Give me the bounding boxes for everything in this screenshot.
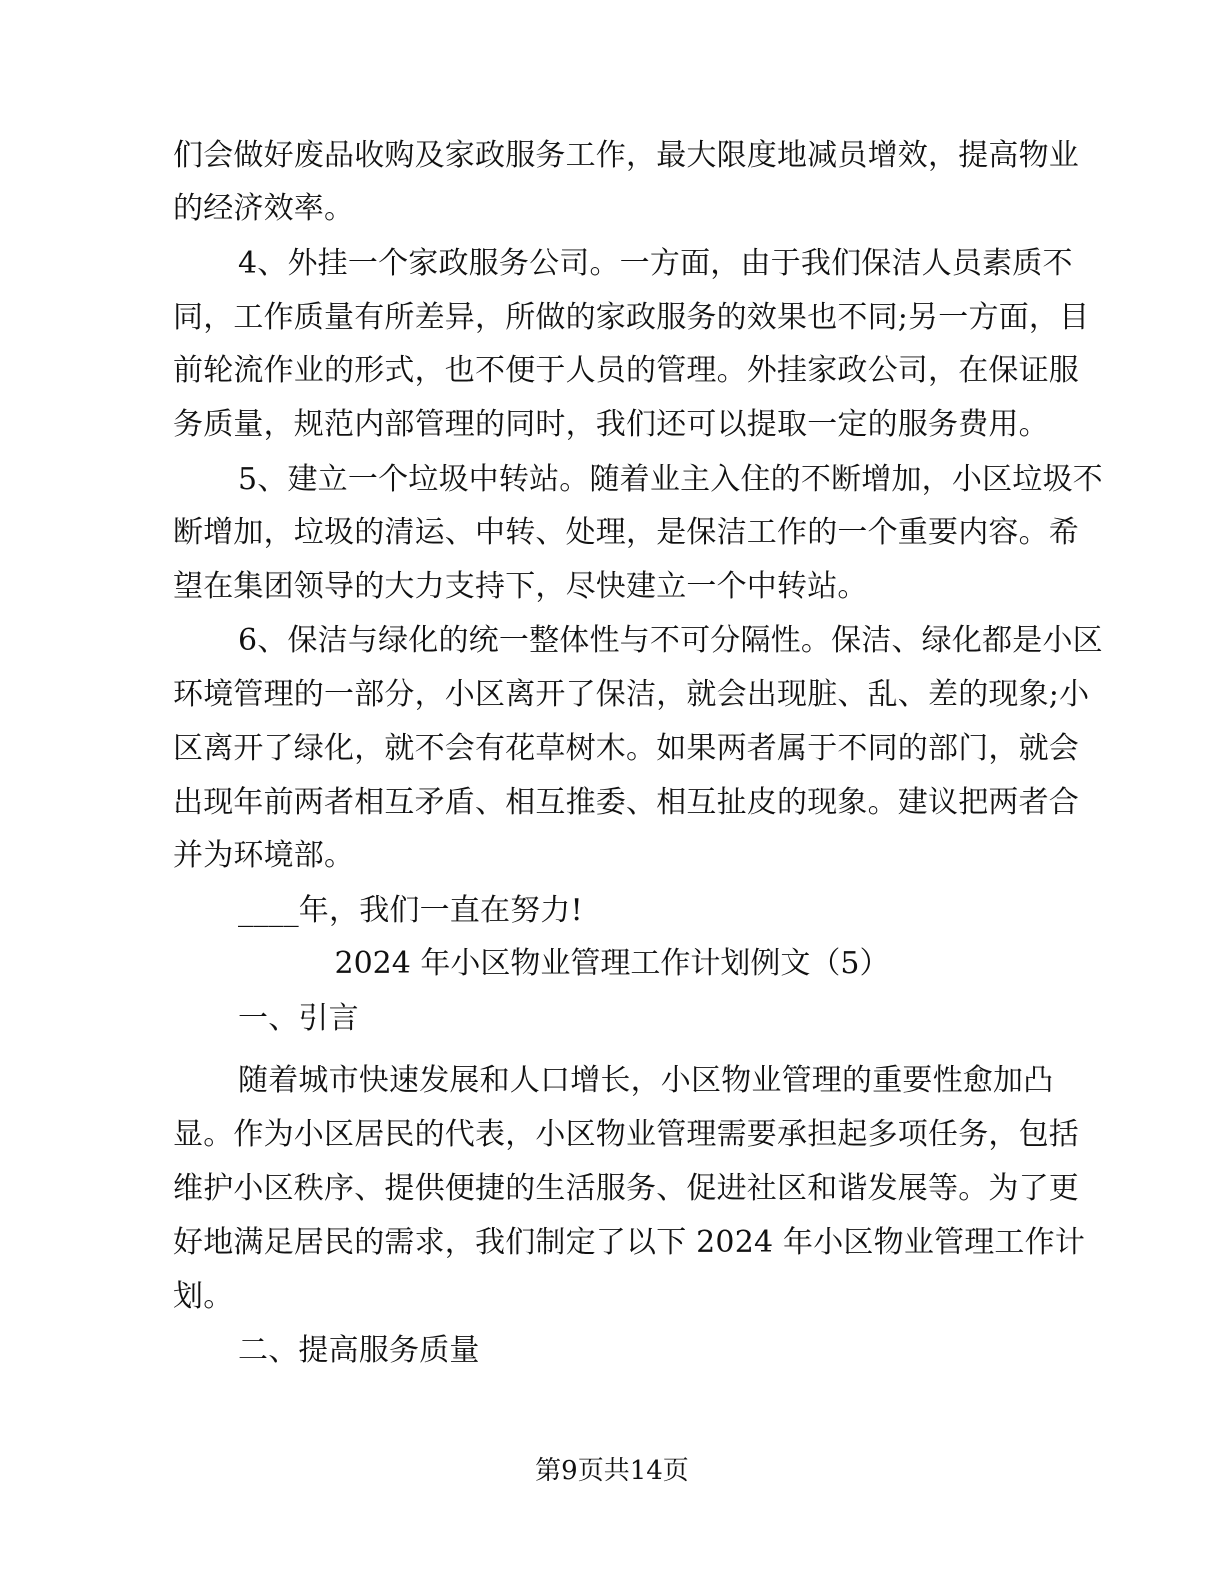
body-text-line: 并为环境部。 <box>173 838 355 873</box>
body-text-line: 同，工作质量有所差异，所做的家政服务的效果也不同;另一方面，目 <box>173 300 1090 335</box>
body-text-line: 维护小区秩序、提供便捷的生活服务、促进社区和谐发展等。为了更 <box>173 1171 1079 1206</box>
body-text-line: 的经济效率。 <box>173 191 355 226</box>
body-text-line: 区离开了绿化，就不会有花草树木。如果两者属于不同的部门，就会 <box>173 731 1079 766</box>
body-text-line: 随着城市快速发展和人口增长，小区物业管理的重要性愈加凸 <box>238 1063 1054 1098</box>
body-text-line: 望在集团领导的大力支持下，尽快建立一个中转站。 <box>173 569 868 604</box>
body-text-line: 5、建立一个垃圾中转站。随着业主入住的不断增加，小区垃圾不 <box>238 462 1103 497</box>
page-number: 第9页共14页 <box>535 1456 689 1486</box>
body-text-line: 6、保洁与绿化的统一整体性与不可分隔性。保洁、绿化都是小区 <box>238 623 1103 658</box>
body-text-line: 环境管理的一部分，小区离开了保洁，就会出现脏、乱、差的现象;小 <box>173 677 1090 712</box>
body-text-line: 断增加，垃圾的清运、中转、处理，是保洁工作的一个重要内容。希 <box>173 515 1079 550</box>
section-heading: 二、提高服务质量 <box>238 1333 480 1368</box>
body-text-line: 划。 <box>173 1279 234 1314</box>
body-text-line: 4、外挂一个家政服务公司。一方面，由于我们保洁人员素质不 <box>238 246 1073 281</box>
body-text-line: 务质量，规范内部管理的同时，我们还可以提取一定的服务费用。 <box>173 407 1049 442</box>
body-text-line: 前轮流作业的形式，也不便于人员的管理。外挂家政公司，在保证服 <box>173 353 1079 388</box>
body-text-line: 好地满足居民的需求，我们制定了以下 2024 年小区物业管理工作计 <box>173 1225 1086 1260</box>
body-text-line: 出现年前两者相互矛盾、相互推委、相互扯皮的现象。建议把两者合 <box>173 785 1079 820</box>
section-title: 2024 年小区物业管理工作计划例文（5） <box>334 946 890 981</box>
body-text-line: 们会做好废品收购及家政服务工作，最大限度地减员增效，提高物业 <box>173 138 1079 173</box>
body-text-line: 显。作为小区居民的代表，小区物业管理需要承担起多项任务，包括 <box>173 1117 1079 1152</box>
section-heading: 一、引言 <box>238 1001 359 1036</box>
body-text-line: ____年，我们一直在努力! <box>238 893 583 928</box>
